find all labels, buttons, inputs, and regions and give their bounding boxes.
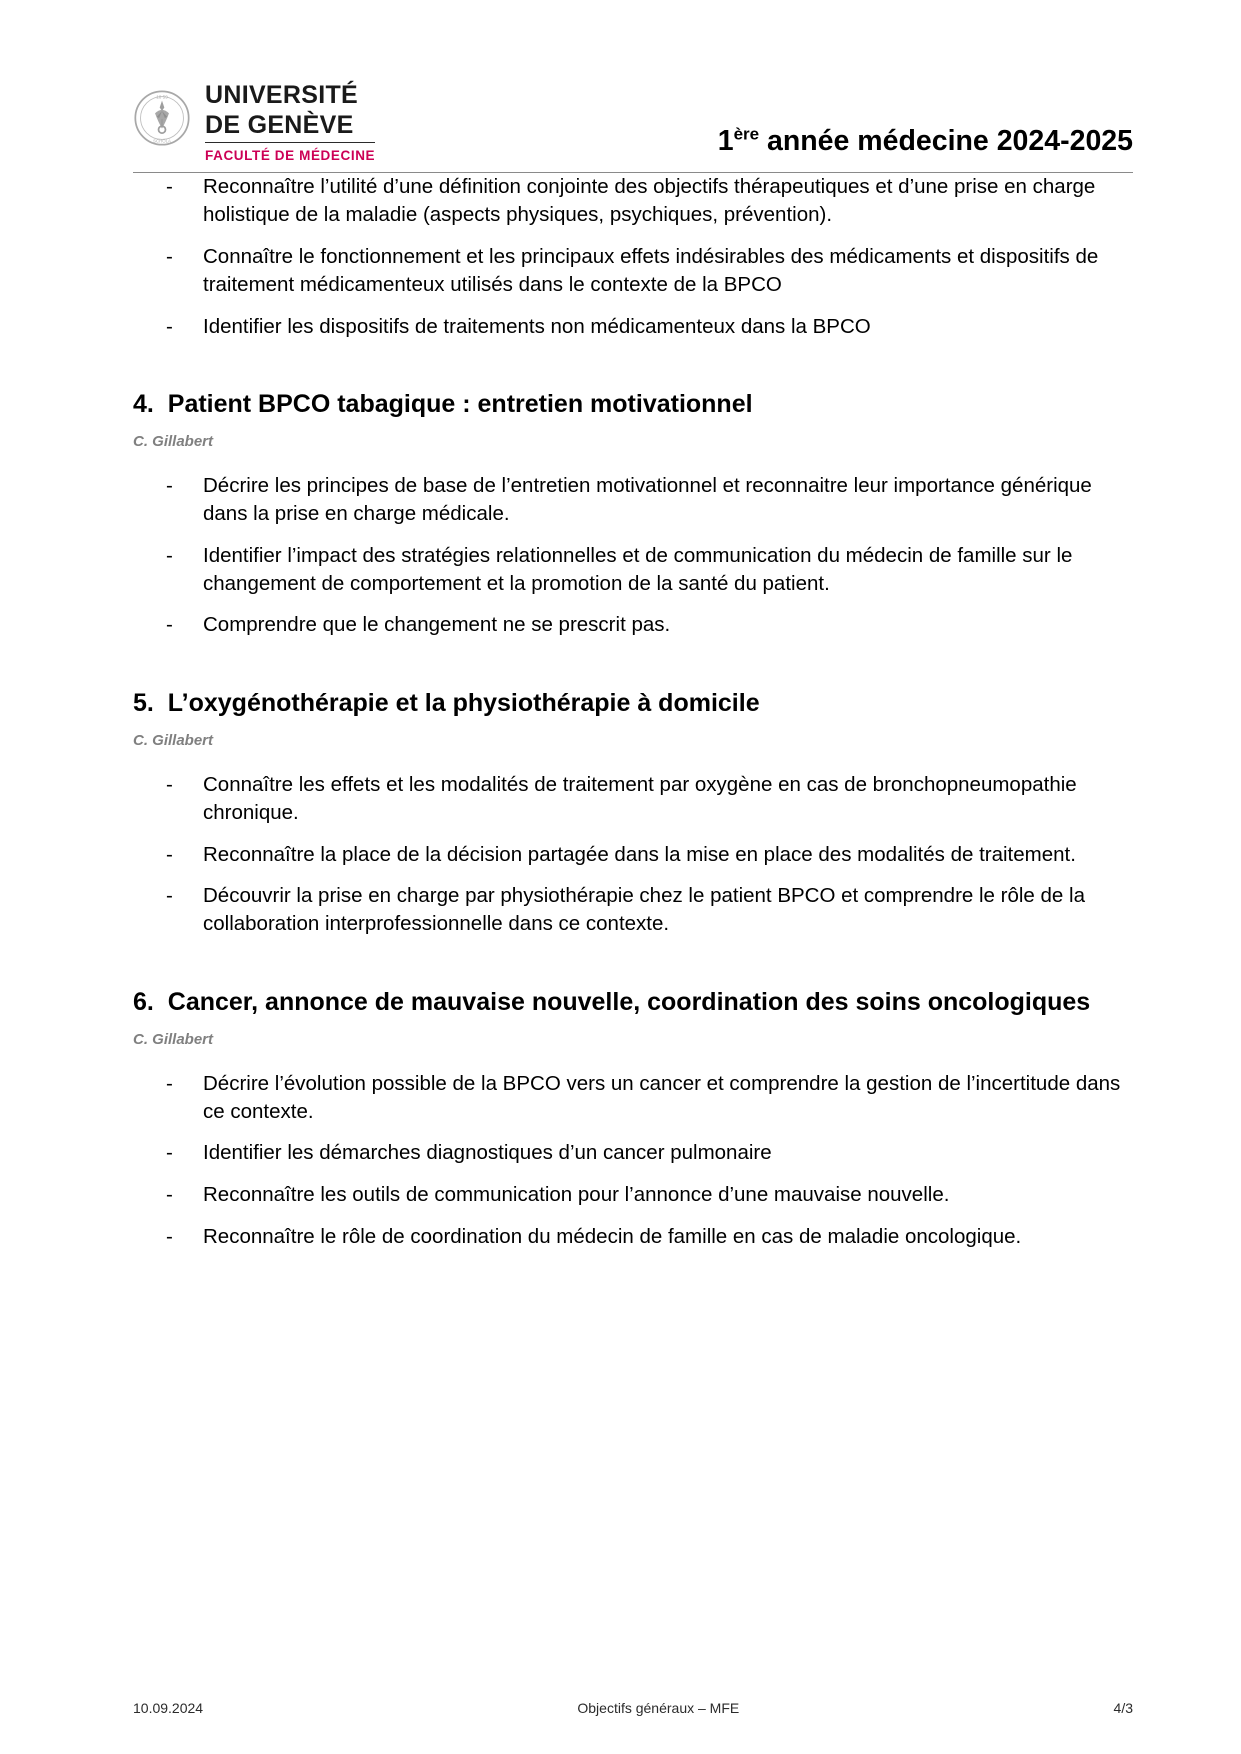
list-item: [133, 1181, 1133, 1209]
list-item: [133, 882, 1133, 938]
list-item: [133, 173, 1133, 229]
university-logo: [133, 79, 375, 163]
footer-date: 10.09.2024: [133, 1700, 204, 1716]
bullet-dash: -: [166, 772, 173, 796]
footer-document-title: Objectifs généraux – MFE: [577, 1700, 740, 1716]
objective-text: Identifier les dispositifs de traitements non médicamenteux dans la BPCO: [203, 314, 871, 338]
section-number: 6.: [133, 988, 154, 1017]
logo-line-geneve: DE GENÈVE: [205, 113, 375, 143]
bullet-dash: -: [166, 884, 173, 908]
objective-text: Identifier les démarches diagnostiques d’un cancer pulmonaire: [203, 1141, 772, 1165]
section-author: C. Gillabert: [133, 1030, 214, 1048]
logo-line-universite: UNIVERSITÉ: [205, 80, 359, 109]
logo-faculty-label: FACULTÉ DE MÉDECINE: [205, 147, 376, 163]
university-seal-icon: [133, 89, 191, 147]
objective-text: Reconnaître le rôle de coordination du médecin de famille en cas de maladie oncologique.: [203, 1225, 1022, 1249]
svg-text:SCHOLA: SCHOLA: [153, 137, 171, 143]
list-item: [133, 841, 1133, 869]
section-title: Patient BPCO tabagique : entretien motivationnel: [167, 390, 753, 419]
objective-text: Décrire les principes de base de l’entretien motivationnel et reconnaitre leur importance générique dans la prise en charge médicale.: [203, 473, 1092, 525]
footer-page-number: 4/3: [1113, 1700, 1133, 1716]
page-header: [0, 0, 1241, 162]
section-4: [133, 386, 1133, 639]
section-number: 5.: [133, 689, 154, 718]
list-item: [133, 1139, 1133, 1167]
bullet-dash: -: [166, 1225, 173, 1249]
objective-text: Comprendre que le changement ne se prescrit pas.: [203, 613, 671, 637]
svg-text:18 59: 18 59: [156, 93, 168, 99]
title-rest: année médecine 2024-2025: [759, 125, 1133, 157]
section-author: C. Gillabert: [133, 731, 214, 749]
section-objectives-list: [133, 472, 1133, 639]
list-item: [133, 313, 1133, 341]
list-item: [133, 771, 1133, 827]
bullet-dash: -: [166, 543, 173, 567]
bullet-dash: -: [166, 1183, 173, 1207]
section-6: [133, 984, 1133, 1251]
section-heading: [133, 984, 1133, 1022]
objective-text: Connaître le fonctionnement et les principaux effets indésirables des médicaments et dispositifs de traitement médicamenteux utilisés dans le contexte de la BPCO: [203, 244, 1099, 296]
list-item: [133, 611, 1133, 639]
document-body: [0, 173, 1241, 1251]
title-year-number: 1: [717, 125, 734, 157]
objective-text: Reconnaître la place de la décision partagée dans la mise en place des modalités de traitement.: [203, 842, 1076, 866]
objective-text: Décrire l’évolution possible de la BPCO vers un cancer et comprendre la gestion de l’incertitude dans ce contexte.: [203, 1071, 1121, 1123]
objective-text: Identifier l’impact des stratégies relationnelles et de communication du médecin de famille sur le changement de comportement et la promotion de la santé du patient.: [203, 543, 1073, 595]
section-number: 4.: [133, 390, 154, 419]
section-title: L’oxygénothérapie et la physiothérapie à domicile: [167, 689, 760, 718]
objective-text: Connaître les effets et les modalités de traitement par oxygène en cas de bronchopneumopathie chronique.: [203, 772, 1077, 824]
title-ordinal-suffix: ère: [733, 124, 760, 144]
bullet-dash: -: [166, 613, 173, 637]
list-item: [133, 542, 1133, 598]
objective-text: Reconnaître les outils de communication pour l’annonce d’une mauvaise nouvelle.: [203, 1183, 950, 1207]
bullet-dash: -: [166, 314, 173, 338]
list-item: [133, 472, 1133, 528]
section-author: C. Gillabert: [133, 432, 214, 450]
page-footer: [133, 1700, 1133, 1716]
section-5: [133, 685, 1133, 938]
objective-text: Reconnaître l’utilité d’une définition conjointe des objectifs thérapeutiques et d’une prise en charge holistique de la maladie (aspects physiques, psychiques, prévention).: [203, 175, 1096, 226]
bullet-dash: -: [166, 842, 173, 866]
bullet-dash: -: [166, 175, 173, 198]
list-item: [133, 1223, 1133, 1251]
section-heading: [133, 685, 1133, 723]
bullet-dash: -: [166, 1141, 173, 1165]
intro-objectives-list: [133, 173, 1133, 340]
section-objectives-list: [133, 771, 1133, 938]
bullet-dash: -: [166, 473, 173, 497]
bullet-dash: -: [166, 244, 173, 268]
section-objectives-list: [133, 1070, 1133, 1251]
section-title: Cancer, annonce de mauvaise nouvelle, coordination des soins oncologiques: [167, 988, 1091, 1017]
bullet-dash: -: [166, 1071, 173, 1095]
list-item: [133, 243, 1133, 299]
section-heading: [133, 386, 1133, 424]
objective-text: Découvrir la prise en charge par physiothérapie chez le patient BPCO et comprendre le rôle de la collaboration interprofessionnelle dans ce contexte.: [203, 884, 1085, 936]
list-item: [133, 1070, 1133, 1126]
page-title: [718, 125, 1133, 162]
